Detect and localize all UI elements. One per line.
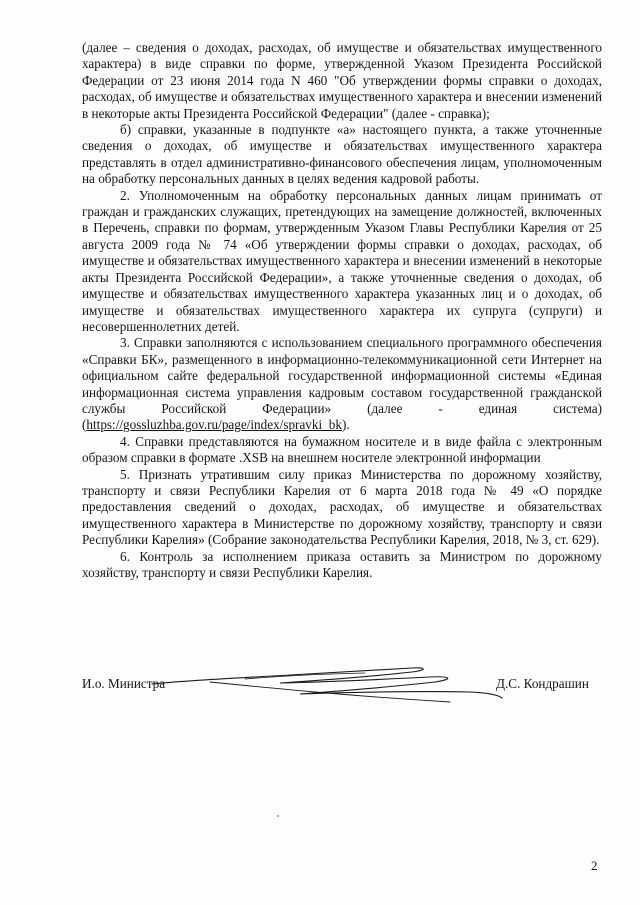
paragraph-1b: б) справки, указанные в подпункте «а» настоящего пункта, а также уточненные сведения о доходах, об имуществе и обязательствах имущественного характера представлять в отдел административно-финансового обеспечения лицам, уполномоченным на обработку персональных данных в целях ведения кадровой работы. (82, 122, 602, 187)
paragraph-3 (82, 335, 602, 433)
scan-speck (277, 815, 279, 817)
paragraph-3-suffix: ). (341, 417, 350, 433)
document-body (82, 40, 602, 581)
paragraph-1-continuation: (далее – сведения о доходах, расходах, об имуществе и обязательствах имущественного характера) в виде справки по форме, утвержденной Указом Президента Российской Федерации от 23 июня 2014 года N 460 "Об утверждении формы справки о доходах, расходах, об имуществе и обязательствах имущественного характера и внесении изменений в некоторые акты Президента Российской Федерации" (далее - справка); (82, 40, 602, 121)
paragraph-5: 5. Признать утратившим силу приказ Министерства по дорожному хозяйству, транспорту и связи Республики Карелия от 6 марта 2018 года № 49 «О порядке предоставления сведений о доходах, расходах, об имуществе и обязательствах имущественного характера в Министерстве по дорожному хозяйству, транспорту и связи Республики Карелия» (Собрание законодательства Республики Карелия, 2018, № 3, ст. 629). (82, 466, 602, 548)
handwritten-signature (150, 658, 510, 708)
page-number: 2 (591, 858, 598, 873)
paragraph-3-text: 3. Справки заполняются с использованием специального программного обеспечения «Справки БК», размещенного в информационно-телекоммуникационной сети Интернет на официальном сайте федеральной государственной информационной системы «Единая информационная система управления кадровым составом государственной гражданской службы Российской Федерации» (далее - единая система) ( (82, 335, 602, 433)
signatory-position: И.о. Министра (82, 676, 166, 691)
paragraph-6: 6. Контроль за исполнением приказа оставить за Министром по дорожному хозяйству, транспорту и связи Республики Карелия. (82, 548, 602, 580)
paragraph-4: 4. Справки представляются на бумажном носителе и в виде файла с электронным образом справки в формате .XSB на внешнем носителе электронной информации (82, 433, 602, 466)
paragraph-2: 2. Уполномоченным на обработку персональных данных лицам принимать от граждан и гражданских служащих, претендующих на замещение должностей, включенных в Перечень, справки по формам, утвержденным Указом Главы Республики Карелия от 25 августа 2009 года № 74 «Об утверждении формы справки о доходах, расходах, об имуществе и обязательствах имущественного характера и внесении изменений в некоторые акты Президента Российской Федерации», а также уточненные сведения о доходах, об имуществе и обязательствах имущественного характера указанных лиц и о доходах, об имуществе и обязательствах имущественного характера их супруга (супруги) и несовершеннолетних детей. (82, 187, 602, 334)
signatory-name: Д.С. Кондрашин (496, 676, 589, 691)
gossluzhba-link[interactable]: https://gossluzhba.gov.ru/page/index/spravki_bk (86, 417, 342, 433)
